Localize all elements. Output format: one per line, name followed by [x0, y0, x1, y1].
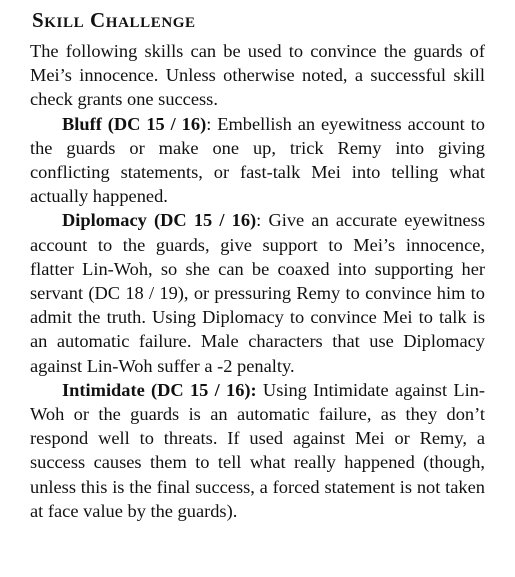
- skill-text-diplomacy: : Give an accurate eyewitness account to the guards, give support to Mei’s innocence, flatter Lin-Woh, so she can be coaxed into supporting her servant (DC 18 / 19), or pressuring Remy to convince him to admit the truth. Using Diplomacy to convince Mei to talk is an automatic failure. Male characters that use Diplomacy against Lin-Woh suffer a -2 penalty.: [30, 210, 485, 376]
- skill-entry-bluff: [30, 112, 485, 209]
- skill-text-intimidate: Using Intimidate against Lin-Woh or the guards is an automatic failure, as they don’t respond well to threats. If used against Mei or Remy, a success causes them to tell what really happened (though, unless this is the final success, a forced statement is not taken at face value by the guards).: [30, 379, 485, 521]
- skill-term-diplomacy: Diplomacy (DC 15 / 16): [62, 210, 257, 231]
- skill-term-intimidate: Intimidate (DC 15 / 16):: [62, 379, 257, 400]
- section-heading: Skill Challenge: [32, 8, 196, 32]
- skill-text-bluff: : Embellish an eyewitness account to the guards or make one up, trick Remy into giving conflicting statements, or fast-talk Mei into telling what actually happened.: [30, 113, 485, 207]
- skill-entry-intimidate: [30, 378, 485, 523]
- skill-term-bluff: Bluff (DC 15 / 16): [62, 113, 207, 134]
- intro-paragraph: The following skills can be used to convince the guards of Mei’s innocence. Unless otherwise noted, a successful skill check grants one success.: [30, 41, 485, 110]
- skill-entry-diplomacy: [30, 208, 485, 377]
